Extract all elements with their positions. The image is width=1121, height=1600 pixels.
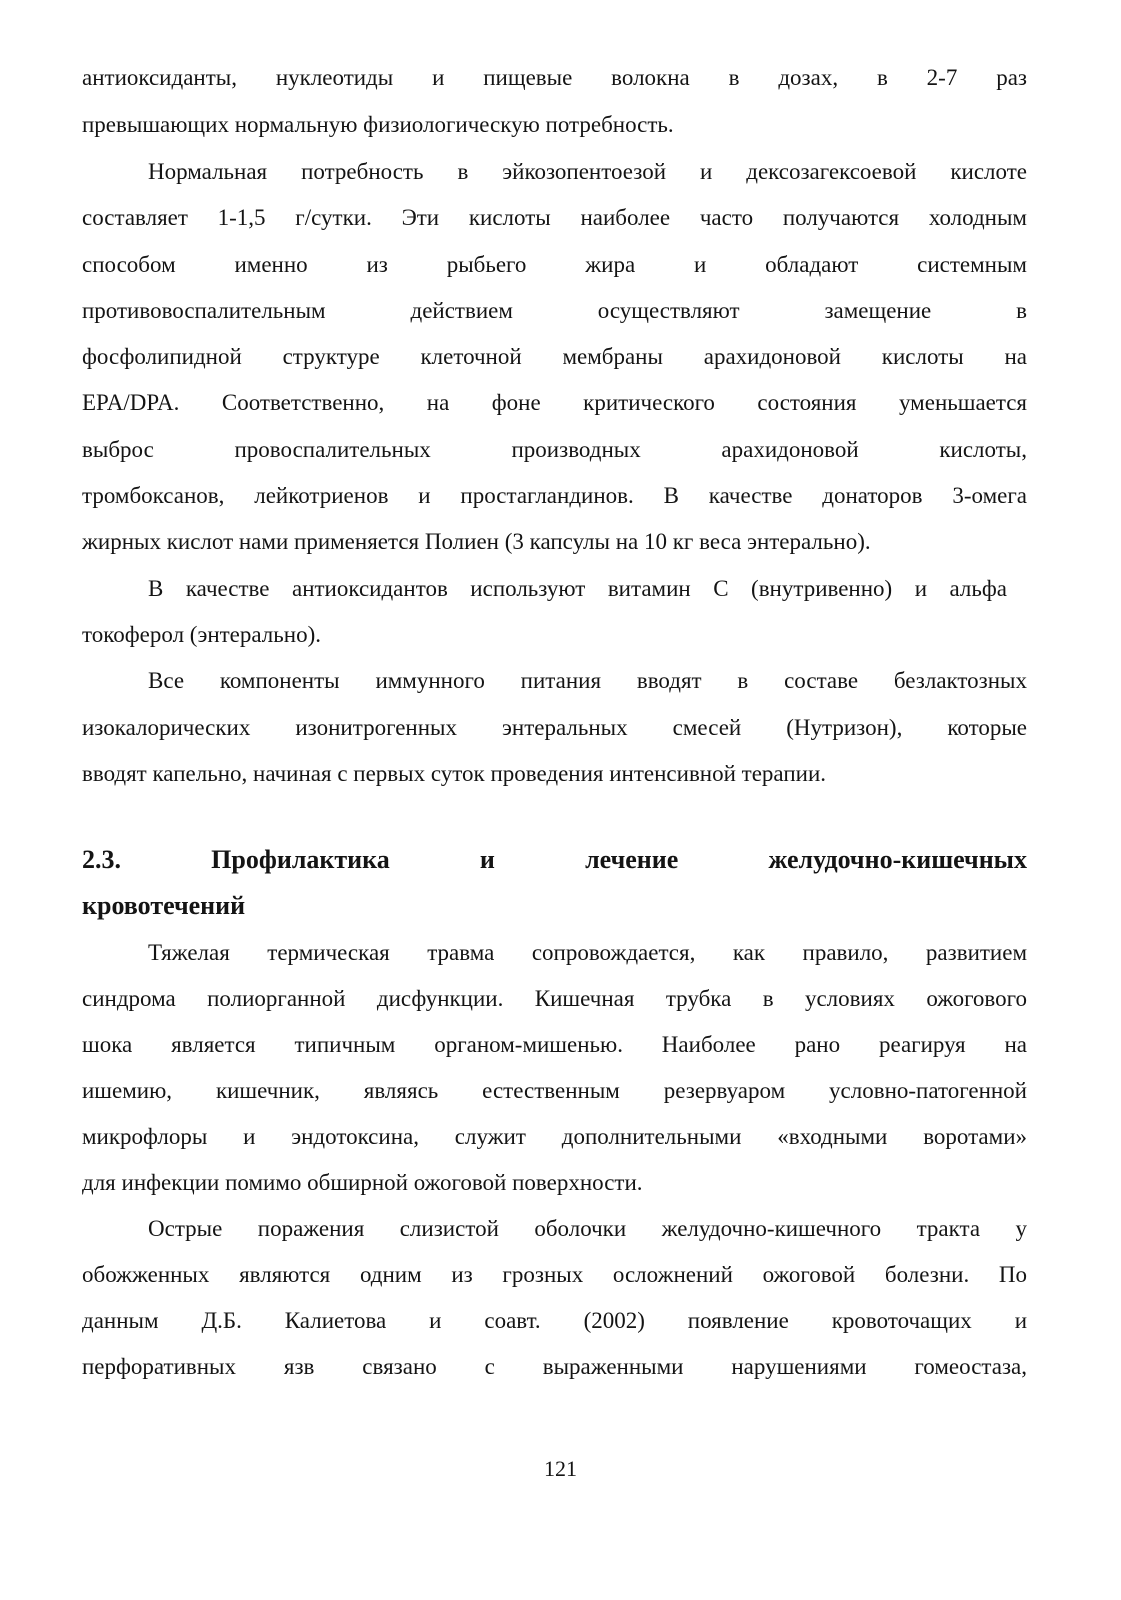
text-line: противовоспалительным действием осуществляют замещение в [82,298,1027,323]
text-line: составляет 1-1,5 г/сутки. Эти кислоты наиболее часто получаются холодным [82,205,1027,230]
text-line: микрофлоры и эндотоксина, служит дополнительными «входными воротами» [82,1124,1027,1149]
text-line: изокалорических изонитрогенных энтеральных смесей (Нутризон), которые [82,715,1027,740]
text-line: вводят капельно, начиная с первых суток проведения интенсивной терапии. [82,761,827,786]
text-line: ишемию, кишечник, являясь естественным резервуаром условно-патогенной [82,1078,1027,1103]
text-line: превышающих нормальную физиологическую потребность. [82,112,674,137]
text-line: Острые поражения слизистой оболочки желудочно-кишечного тракта у [148,1216,1027,1241]
text-line: способом именно из рыбьего жира и обладают системным [82,252,1027,277]
text-line: для инфекции помимо обширной ожоговой поверхности. [82,1170,643,1195]
text-line: В качестве антиоксидантов используют витамин С (внутривенно) и альфа [148,576,1007,601]
text-line: токоферол (энтерально). [82,622,321,647]
section-heading-line: кровотечений [82,891,246,920]
text-line: жирных кислот нами применяется Полиен (3 капсулы на 10 кг веса энтерально). [82,529,871,554]
text-line: антиоксиданты, нуклеотиды и пищевые волокна в дозах, в 2-7 раз [82,65,1027,90]
text-line: синдрома полиорганной дисфункции. Кишечная трубка в условиях ожогового [82,986,1027,1011]
text-line: Все компоненты иммунного питания вводят в составе безлактозных [148,668,1027,693]
text-line: EPA/DPA. Соответственно, на фоне критического состояния уменьшается [82,390,1027,415]
text-line: перфоративных язв связано с выраженными нарушениями гомеостаза, [82,1354,1027,1379]
text-line: Нормальная потребность в эйкозопентоезой и дексозагексоевой кислоте [148,159,1027,184]
text-line: фосфолипидной структуре клеточной мембраны арахидоновой кислоты на [82,344,1027,369]
text-line: Тяжелая термическая травма сопровождается, как правило, развитием [148,940,1027,965]
section-heading-line: 2.3. Профилактика и лечение желудочно-кишечных [82,845,1027,874]
text-line: обожженных являются одним из грозных осложнений ожоговой болезни. По [82,1262,1027,1287]
text-line: выброс провоспалительных производных арахидоновой кислоты, [82,437,1027,462]
text-line: тромбоксанов, лейкотриенов и простагландинов. В качестве донаторов 3-омега [82,483,1027,508]
text-line: шока является типичным органом-мишенью. Наиболее рано реагируя на [82,1032,1027,1057]
text-line: данным Д.Б. Калиетова и соавт. (2002) появление кровоточащих и [82,1308,1027,1333]
page-number: 121 [544,1456,577,1481]
